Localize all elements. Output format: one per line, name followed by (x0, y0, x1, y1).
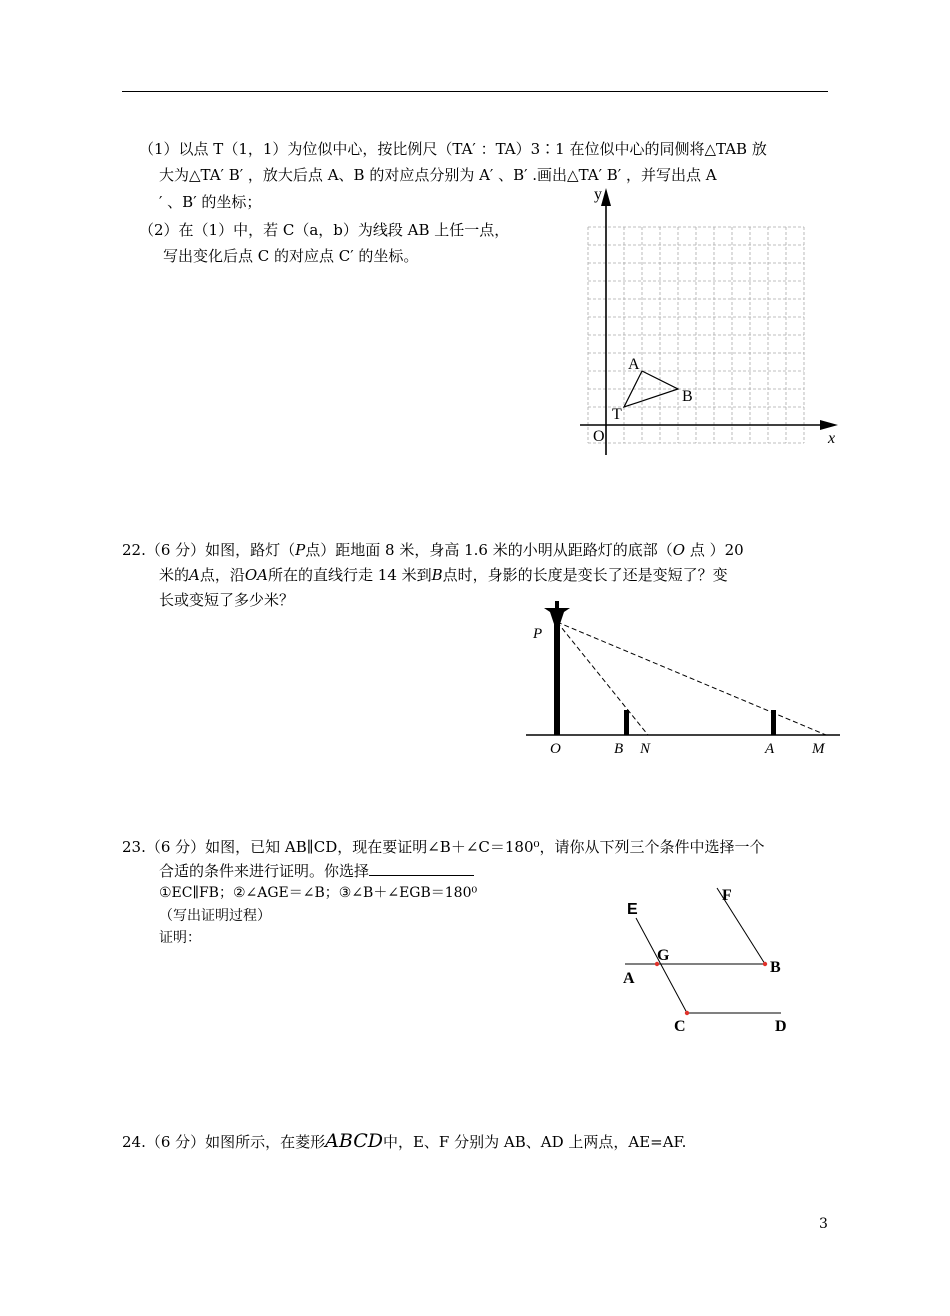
q22-lamp-figure (520, 598, 850, 763)
point-b-label: B (682, 388, 693, 405)
q21-part1-line3: ′ 、B′ 的坐标； (159, 193, 262, 211)
point-t-label: T (612, 406, 622, 423)
point-a-label: A (628, 356, 640, 373)
light-ray-n (557, 622, 648, 735)
point-b (763, 962, 767, 966)
label-f: F (722, 887, 732, 904)
q23-note: （写出证明过程） (159, 908, 271, 924)
q21-part2-line2: 写出变化后点 C 的对应点 C′ 的坐标。 (163, 247, 419, 265)
q21-part2-line1: （2）在（1）中，若 C（a，b）为线段 AB 上任一点， (139, 221, 510, 239)
label-p: P (533, 626, 543, 642)
q21-part1-line2: 大为△TA′ B′ ，放大后点 A、B 的对应点分别为 A′ 、B′ .画出△TA′ B′ ，并写出点 A (159, 166, 717, 184)
q22-line1: 22.（6 分）如图，路灯（P点）距地面 8 米，身高 1.6 米的小明从距路灯的底部（O 点 ）20 (122, 541, 744, 559)
point-c (685, 1011, 689, 1015)
q21-grid-figure (580, 180, 850, 455)
label-m: M (812, 741, 825, 757)
label-e: E (627, 901, 638, 918)
origin-label: O (593, 428, 605, 445)
y-axis-arrow (601, 188, 611, 206)
y-axis-label: y (594, 186, 602, 203)
lamp-pole (554, 622, 560, 735)
lamp-top (555, 601, 559, 609)
q23-proof-label: 证明： (159, 930, 201, 946)
header-rule (122, 91, 828, 92)
q23-line2: 合适的条件来进行证明。你选择 (159, 859, 474, 883)
q23-geometry-figure (615, 878, 800, 1043)
label-n: N (640, 741, 651, 757)
q23-options: ①EC∥FB；②∠AGE＝∠B；③∠B＋∠EGB＝180⁰ (159, 885, 478, 901)
label-a: A (623, 970, 635, 987)
q21-part1-line1: （1）以点 T（1，1）为位似中心，按比例尺（TA′ ：TA）3∶1 在位似中心的同侧将△TAB 放 (139, 140, 767, 158)
label-o: O (550, 741, 561, 757)
page-number: 3 (819, 1216, 828, 1232)
label-b: B (614, 741, 624, 757)
q23-line1: 23.（6 分）如图，已知 AB∥CD，现在要证明∠B＋∠C＝180⁰，请你从下列三个条件中选择一个 (122, 838, 765, 856)
answer-blank[interactable] (369, 859, 474, 876)
label-c: C (674, 1018, 686, 1035)
label-g: G (657, 947, 670, 964)
label-a: A (765, 741, 775, 757)
q24-line: 24.（6 分）如图所示，在菱形ABCD中，E、F 分别为 AB、AD 上两点，AE=AF. (122, 1130, 687, 1152)
label-b: B (770, 959, 781, 976)
x-axis-arrow (820, 420, 838, 430)
label-d: D (775, 1018, 787, 1035)
light-ray-m (557, 622, 826, 735)
q22-line3: 长或变短了多少米？ (159, 591, 295, 609)
line-ec (636, 918, 687, 1013)
person-at-b (624, 710, 629, 735)
q22-line2: 米的A点，沿OA所在的直线行走 14 米到B点时，身影的长度是变长了还是变短了？变 (159, 566, 728, 584)
x-axis-label: x (828, 430, 836, 447)
